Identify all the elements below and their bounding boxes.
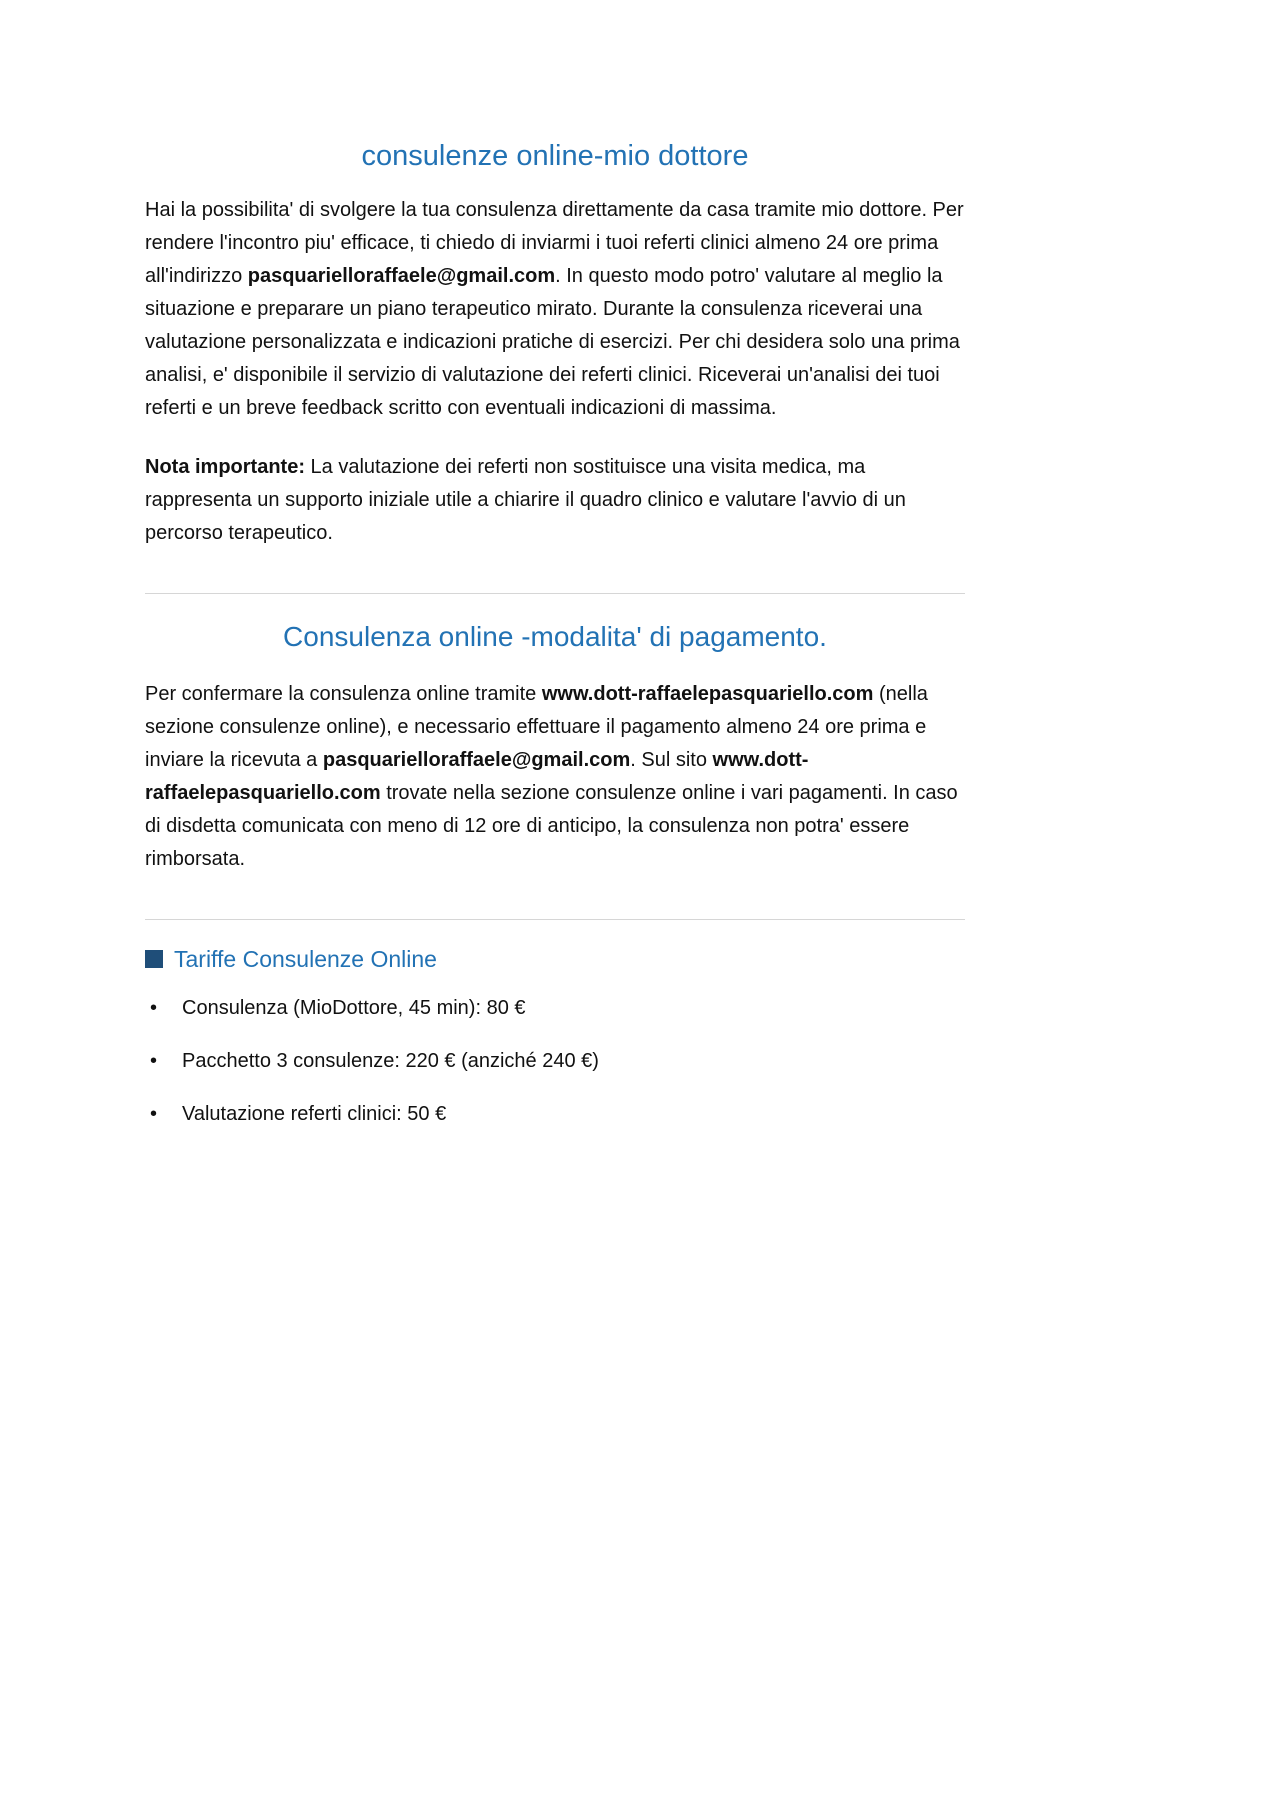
section-divider — [145, 593, 965, 594]
document-page — [145, 0, 965, 1131]
document-title: consulenze online-mio dottore — [361, 140, 749, 172]
important-note-paragraph: Nota importante: La valutazione dei referti non sostituisce una visita medica, ma rappresenta un supporto iniziale utile a chiarire il quadro clinico e valutare l'avvio di un percorso terapeutico. — [145, 455, 906, 544]
tariffs-heading-label: Tariffe Consulenze Online — [174, 945, 437, 972]
tariff-list-item: • Consulenza (MioDottore, 45 min): 80 € — [145, 992, 965, 1025]
intro-paragraph: Hai la possibilita' di svolgere la tua consulenza direttamente da casa tramite mio dottore. Per rendere l'incontro piu' efficace, ti chiedo di inviarmi i tuoi referti clinici almeno 24 ore prima all'indirizzo pasquarielloraffaele@gmail.com. In questo modo potro' valutare al meglio la situazione e preparare un piano terapeutico mirato. Durante la consulenza riceverai una valutazione personalizzata e indicazioni pratiche di esercizi. Per chi desidera solo una prima analisi, e' disponibile il servizio di valutazione dei referti clinici. Riceverai un'analisi dei tuoi referti e un breve feedback scritto con eventuali indicazioni di massima. — [145, 198, 964, 419]
tariff-list-item: • Pacchetto 3 consulenze: 220 € (anziché 240 €) — [145, 1045, 965, 1078]
square-bullet-icon — [145, 950, 163, 968]
tariff-list — [145, 992, 965, 1131]
section-divider — [145, 919, 965, 920]
payment-section-heading: Consulenza online -modalita' di pagamento. — [283, 620, 827, 652]
tariffs-heading — [145, 945, 965, 974]
tariff-list-item: • Valutazione referti clinici: 50 € — [145, 1098, 965, 1131]
payment-paragraph: Per confermare la consulenza online tramite www.dott-raffaelepasquariello.com (nella sezione consulenze online), e necessario effettuare il pagamento almeno 24 ore prima e inviare la ricevuta a pasquarielloraffaele@gmail.com. Sul sito www.dott-raffaelepasquariello.com trovate nella sezione consulenze online i vari pagamenti. In caso di disdetta comunicata con meno di 12 ore di anticipo, la consulenza non potra' essere rimborsata. — [145, 682, 958, 870]
